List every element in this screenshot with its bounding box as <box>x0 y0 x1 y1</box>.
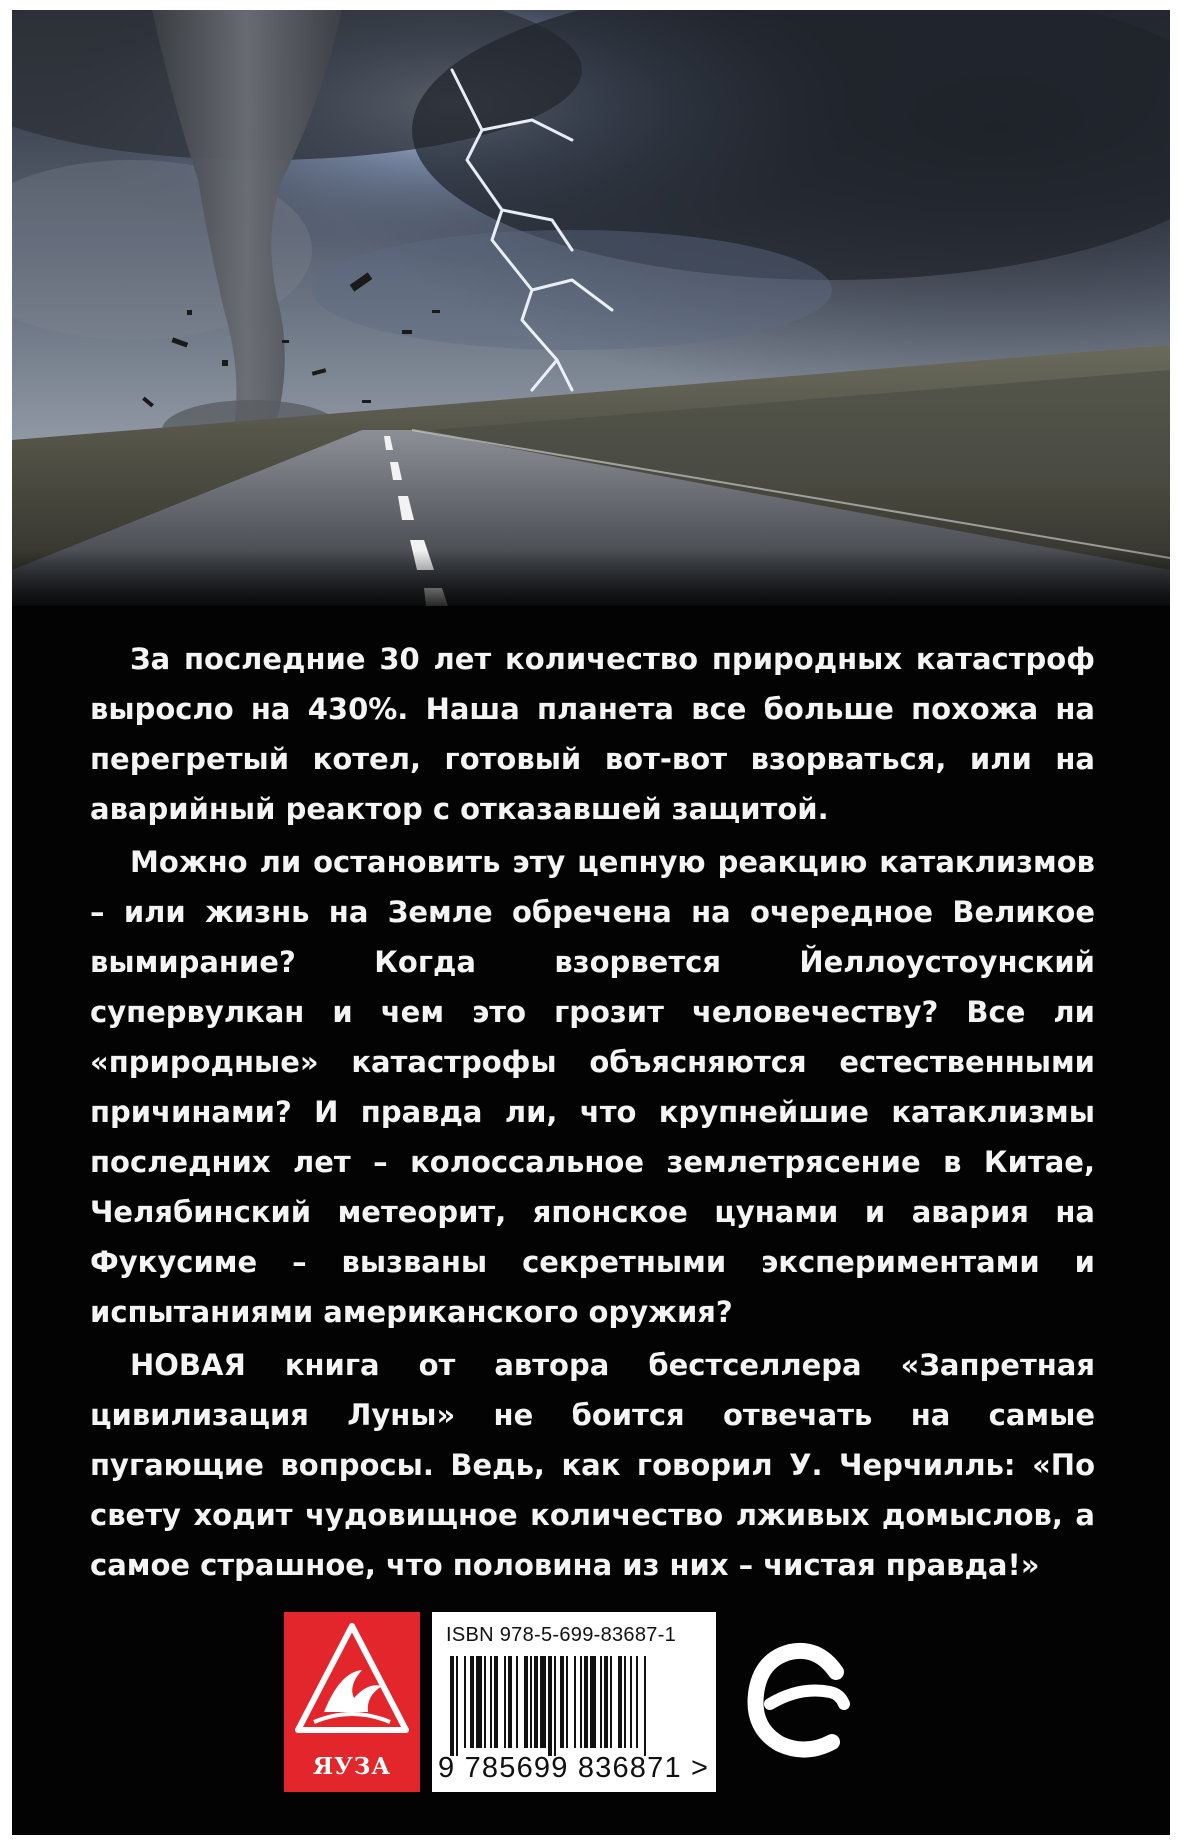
eksmo-e-icon <box>740 1632 860 1772</box>
blurb-text <box>90 634 1095 1593</box>
barcode-bar <box>450 1656 454 1756</box>
barcode-bar <box>470 1656 474 1748</box>
barcode-bar <box>636 1656 638 1748</box>
barcode-bar <box>584 1656 588 1748</box>
isbn-barcode <box>432 1612 716 1792</box>
barcode-bar <box>540 1656 546 1748</box>
eksmo-logo <box>740 1632 860 1772</box>
barcode-digits: 9 785699 836871 > <box>438 1752 710 1784</box>
barcode-bar <box>618 1656 622 1748</box>
barcode-bar <box>464 1656 466 1748</box>
barcode-bar <box>630 1656 632 1748</box>
yauza-publisher-logo <box>284 1612 420 1792</box>
back-cover <box>12 10 1170 1835</box>
barcode-bar <box>476 1656 482 1748</box>
barcode-bar <box>494 1656 498 1748</box>
barcode-bar <box>490 1656 492 1748</box>
barcode-bar <box>604 1656 608 1748</box>
barcode-bar <box>516 1656 518 1748</box>
barcode-bar <box>504 1656 506 1748</box>
barcode-bar <box>530 1656 532 1748</box>
blurb-paragraph: НОВАЯ книга от автора бестселлера «Запретная цивилизация Луны» не боится отвечать на самые пугающие вопросы. Ведь, как говорил У. Черчилль: «По свету ходит чудовищное количество лживых домыслов, а самое страшное, что половина из них – чистая правда!» <box>90 1348 1095 1582</box>
barcode-bar <box>560 1656 564 1748</box>
blurb-paragraph: За последние 30 лет количество природных катастроф выросло на 430%. Наша планета все больше похожа на перегретый котел, готовый вот-вот взорваться, или на аварийный реактор с отказавшей защитой. <box>90 642 1095 826</box>
barcode-bar <box>534 1656 538 1748</box>
barcode-bar <box>524 1656 528 1748</box>
barcode-bar <box>508 1656 512 1748</box>
blurb-paragraph: Можно ли остановить эту цепную реакцию катаклизмов – или жизнь на Земле обречена на очередное Великое вымирание? Когда взорвется Йеллоустоунский супервулкан и чем это грозит человечеству? Все ли «природные» катастрофы объясняются естественными причинами? И правда ли, что крупнейшие катаклизмы последних лет – колоссальное землетрясение в Китае, Челябинский метеорит, японское цунами и авария на Фукусиме – вызваны секретными экспериментами и испытаниями американского оружия? <box>90 845 1095 1329</box>
barcode-bar <box>580 1656 582 1748</box>
storm-scene-image <box>12 10 1170 606</box>
barcode-bar <box>600 1656 602 1748</box>
isbn-number: ISBN 978-5-699-83687-1 <box>446 1624 677 1646</box>
barcode-bar <box>484 1656 486 1748</box>
barcode-bar <box>456 1656 458 1756</box>
barcode-bar <box>644 1656 646 1756</box>
barcode-bar <box>610 1656 612 1748</box>
barcode-bar <box>624 1656 626 1748</box>
barcode-bar <box>548 1656 552 1756</box>
barcode-bar <box>566 1656 568 1748</box>
barcode-bar <box>590 1656 596 1748</box>
cover-illustration <box>12 10 1170 606</box>
barcode-bar <box>554 1656 556 1756</box>
yauza-logo-text: ЯУЗА <box>312 1753 392 1780</box>
barcode-bar <box>574 1656 576 1748</box>
